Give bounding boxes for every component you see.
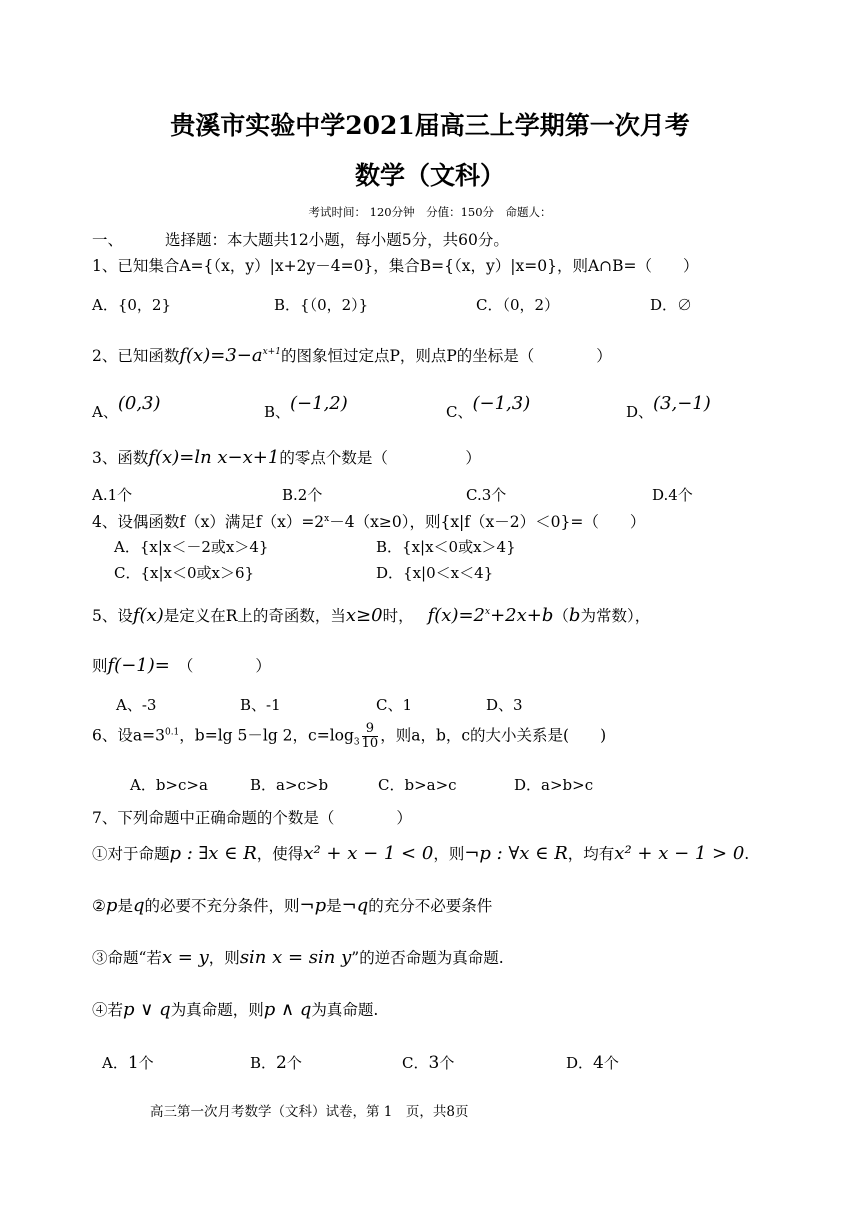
q2-suffix: 的图象恒过定点P，则点P的坐标是（ ） (280, 347, 612, 365)
q4-option-c: C．{x|x＜0或x＞6} (114, 564, 255, 582)
q4-option-b: B．{x|x＜0或x＞4} (376, 538, 516, 556)
q1-option-b: B．{（0，2）} (274, 296, 369, 314)
q7-option-a: A．1个 (102, 1053, 154, 1073)
q6-option-c: C．b>a>c (378, 776, 457, 794)
q2-stem (92, 344, 612, 366)
q5-option-d: D、3 (486, 696, 523, 714)
q2-option-c: C、(−1,3) (446, 393, 531, 421)
q7-option-d: D．4个 (566, 1053, 619, 1073)
exam-meta: 考试时间： 120分钟 分值：150分 命题人： (308, 205, 552, 219)
q7-statement-2: ②p是q的必要不充分条件，则¬p是¬q的充分不必要条件 (92, 895, 493, 916)
q4-stem: 4、设偶函数f（x）满足$f(x)=2^x-4(x\ge 0)$，则{x|f（x－2）＜0}=（ ） (92, 513, 646, 531)
q6-option-a: A．b>c>a (130, 776, 208, 794)
q7-option-b: B．2个 (250, 1053, 302, 1073)
q1-option-a: A．{0，2} (92, 296, 172, 314)
q1-option-c: C．（0，2） (476, 296, 560, 314)
page-footer: 高三第一次月考数学（文科）试卷，第 1 页，共8页 (150, 1104, 469, 1120)
q3-option-d: D.4个 (652, 486, 693, 504)
q1-stem: 1、已知集合A={（x，y）|x+2y－4=0}，集合B={（x，y）|x=0}，则A∩B=（ ） (92, 257, 699, 275)
q6-option-d: D．a>b>c (514, 776, 594, 794)
section-header (92, 228, 509, 250)
exam-subtitle: 数学（文科） (354, 161, 505, 190)
q6-stem: 6、设$a=3^{0.1}$，b=lg 5－lg 2，$c=\log_3$ $\frac{9}{10}$ ，则a，b，c的大小关系是( ) (92, 721, 607, 751)
q5-option-b: B、-1 (240, 696, 281, 714)
q7-option-c: C．3个 (402, 1053, 455, 1073)
q3-formula: f(x)=ln x−x+1 (148, 447, 280, 468)
q3-option-a: A.1个 (92, 486, 133, 504)
q7-statement-3: ③命题“若x = y，则sin x = sin y”的逆否命题为真命题. (92, 947, 504, 968)
q4-option-a: A．{x|x＜－2或x＞4} (114, 538, 269, 556)
q3-stem: 3、函数f(x)=ln x−x+1的零点个数是（ ） (92, 447, 481, 468)
q1-option-d: D．∅ (650, 296, 693, 314)
q3-option-b: B.2个 (282, 486, 323, 504)
q2-prefix: 2、已知函数 (92, 347, 180, 365)
q7-statement-4: ④若p ∨ q为真命题，则p ∧ q为真命题. (92, 999, 379, 1020)
q2-option-b: B、(−1,2) (264, 393, 348, 421)
q2-formula: $f(x)=3-a^{x+1}$ (179, 345, 281, 366)
q7-stem: 7、下列命题中正确命题的个数是（ ） (92, 809, 412, 827)
q7-statement-1: ①对于命题p : ∃x ∈ R，使得x² + x − 1 < 0，则¬p : ∀x ∈ R，均有x² + x − 1 > 0. (92, 843, 750, 864)
q5-option-c: C、1 (376, 696, 413, 714)
exam-title: 贵溪市实验中学2021届高三上学期第一次月考 (170, 111, 690, 140)
q2-option-d: D、(3,−1) (626, 393, 711, 421)
q6-option-b: B．a>c>b (250, 776, 329, 794)
section-text: 选择题：本大题共12小题，每小题5分，共60分。 (165, 231, 509, 249)
q4-option-d: D．{x|0＜x＜4} (376, 564, 494, 582)
q5-stem-line2: 则f(−1)= （ ） (92, 655, 271, 676)
q3-option-c: C.3个 (466, 486, 507, 504)
q2-option-a: A、(0,3) (92, 393, 161, 421)
section-number: 一、 (92, 231, 124, 249)
q5-option-a: A、-3 (116, 696, 157, 714)
q5-stem: 5、设f(x)是定义在R上的奇函数，当x≥0时， $f(x)=2^x+2x+b(b$为常数）， (92, 605, 651, 626)
q6-fraction: $\frac{9}{10}$ (361, 721, 379, 751)
